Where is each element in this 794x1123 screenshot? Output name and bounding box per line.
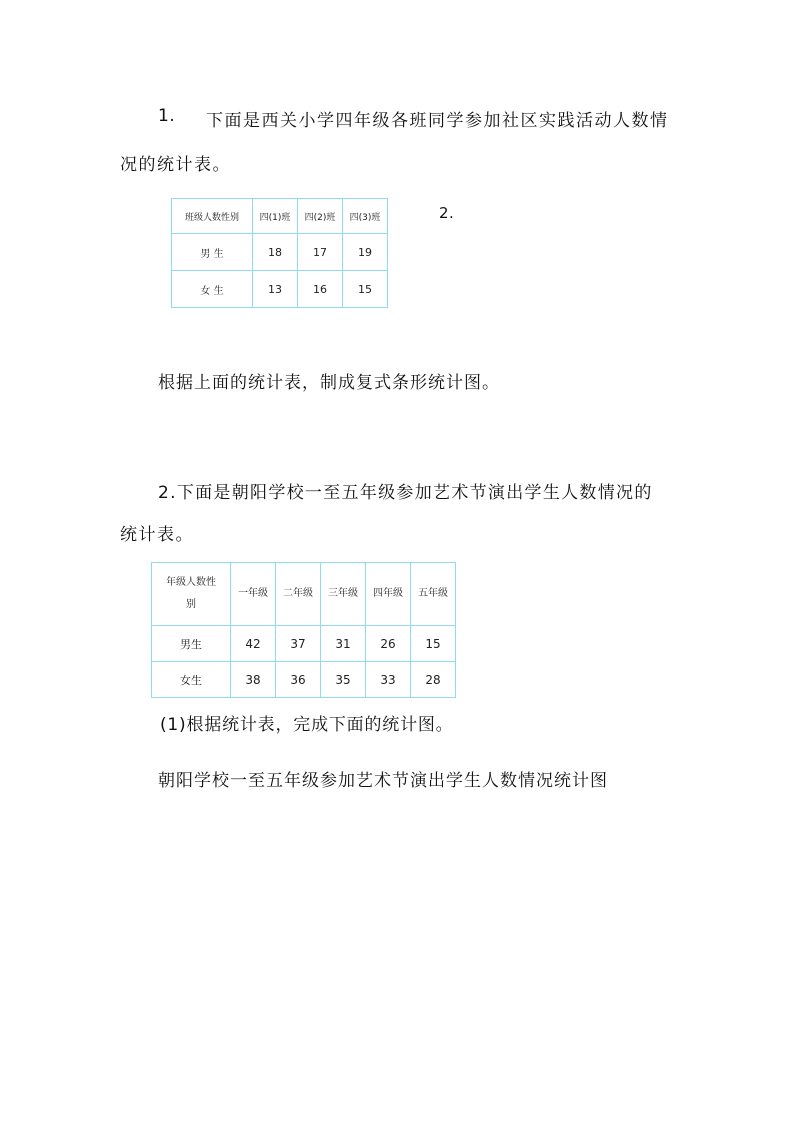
table-cell: 42 bbox=[231, 626, 276, 662]
table-row bbox=[152, 626, 456, 662]
table-cell: 19 bbox=[343, 234, 388, 271]
header-cell: 二年级 bbox=[276, 563, 321, 626]
question-2-text-continued: 统计表。 bbox=[120, 525, 194, 545]
table-cell: 18 bbox=[253, 234, 298, 271]
side-label: 2. bbox=[439, 204, 455, 222]
table-cell: 26 bbox=[366, 626, 411, 662]
header-cell: 五年级 bbox=[411, 563, 456, 626]
row-label: 男生 bbox=[152, 626, 231, 662]
table-cell: 17 bbox=[298, 234, 343, 271]
question-1-text: 下面是西关小学四年级各班同学参加社区实践活动人数情 bbox=[206, 111, 669, 131]
header-cell: 四(1)班 bbox=[253, 199, 298, 234]
table-cell: 16 bbox=[298, 271, 343, 308]
table-cell: 31 bbox=[321, 626, 366, 662]
chart-title: 朝阳学校一至五年级参加艺术节演出学生人数情况统计图 bbox=[158, 771, 608, 791]
table-row bbox=[152, 662, 456, 698]
row-label: 女生 bbox=[152, 662, 231, 698]
row-label: 女 生 bbox=[172, 271, 253, 308]
question-2-text: 2.下面是朝阳学校一至五年级参加艺术节演出学生人数情况的 bbox=[158, 483, 653, 503]
table-cell: 13 bbox=[253, 271, 298, 308]
grade-participation-table bbox=[151, 562, 456, 698]
table-header-row bbox=[152, 563, 456, 626]
table-cell: 28 bbox=[411, 662, 456, 698]
class-participation-table bbox=[171, 198, 388, 308]
table-cell: 38 bbox=[231, 662, 276, 698]
header-cell: 四年级 bbox=[366, 563, 411, 626]
table-header-row bbox=[172, 199, 388, 234]
header-cell: 一年级 bbox=[231, 563, 276, 626]
row-label: 男 生 bbox=[172, 234, 253, 271]
header-cell: 四(3)班 bbox=[343, 199, 388, 234]
header-cell: 三年级 bbox=[321, 563, 366, 626]
table-cell: 15 bbox=[343, 271, 388, 308]
header-cell: 班级人数性别 bbox=[172, 199, 253, 234]
table-cell: 37 bbox=[276, 626, 321, 662]
table-cell: 15 bbox=[411, 626, 456, 662]
table-cell: 33 bbox=[366, 662, 411, 698]
header-cell: 四(2)班 bbox=[298, 199, 343, 234]
table-row bbox=[172, 234, 388, 271]
header-cell bbox=[152, 563, 231, 626]
header-corner-label: 年级人数性别 bbox=[166, 577, 216, 610]
question-1-text-continued: 况的统计表。 bbox=[120, 155, 231, 175]
question-1-instruction: 根据上面的统计表，制成复式条形统计图。 bbox=[158, 373, 500, 393]
table-cell: 36 bbox=[276, 662, 321, 698]
table-cell: 35 bbox=[321, 662, 366, 698]
question-2-subquestion: (1)根据统计表，完成下面的统计图。 bbox=[160, 715, 454, 735]
table-row bbox=[172, 271, 388, 308]
question-1-number: 1. bbox=[158, 106, 176, 126]
